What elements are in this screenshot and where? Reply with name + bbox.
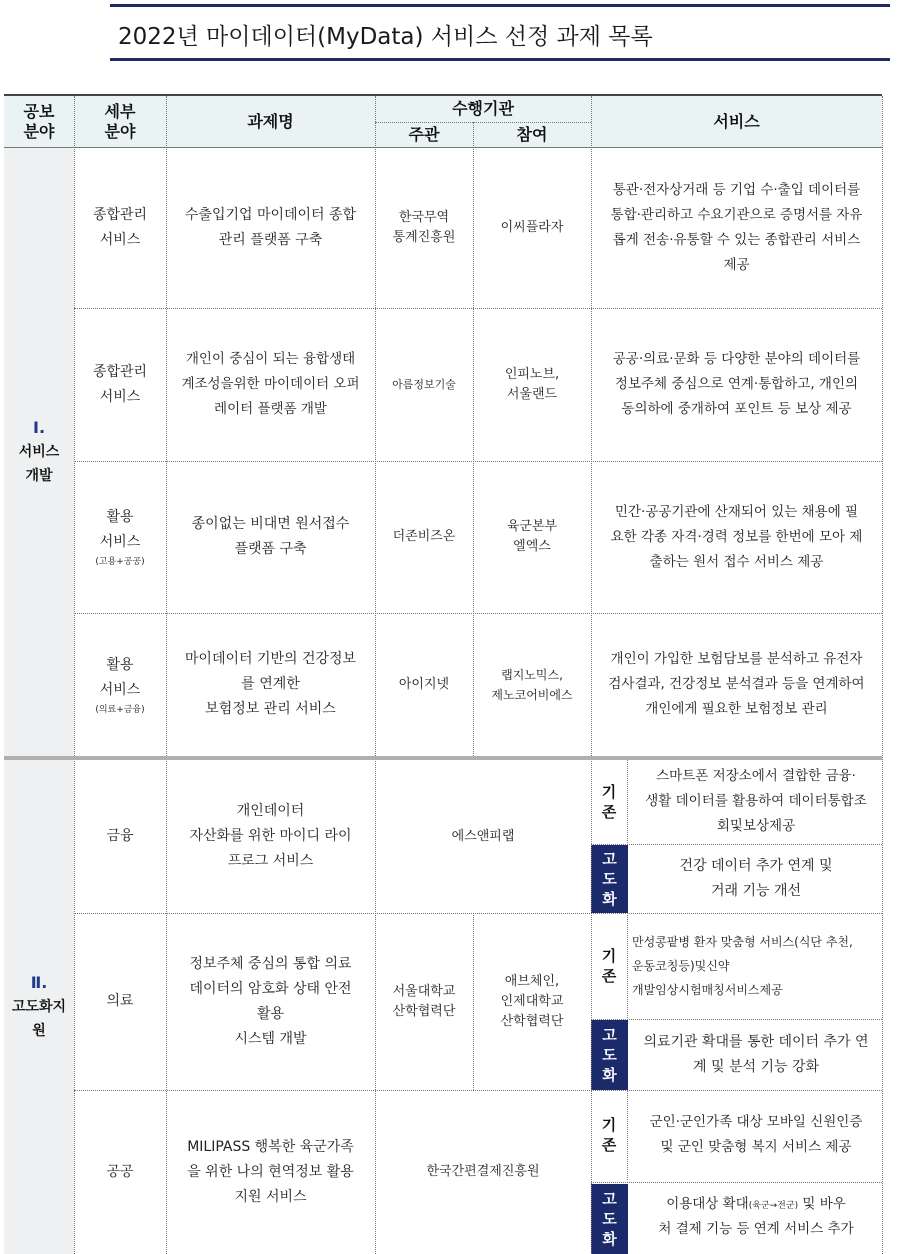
- grid-line: [375, 96, 376, 1254]
- page-title: 2022년 마이데이터(MyData) 서비스 선정 과제 목록: [118, 24, 653, 50]
- grid-line: [882, 96, 883, 1254]
- s2r2-project: 정보주체 중심의 통합 의료 데이터의 암호화 상태 안전 활용 시스템 개발: [189, 955, 352, 1047]
- s2r1-advanced: 건강 데이터 추가 연계 및 거래 기능 개선: [679, 858, 833, 899]
- s1r1-service: 통관·전자상거래 등 기업 수·출입 데이터를 통합·관리하고 수요기관으로 증명서를 자유 롭게 전송·유통할 수 있는 종합관리 서비스 제공: [610, 182, 863, 273]
- s1r3-subfield-label: 활용 서비스: [99, 509, 141, 550]
- s2r2-existing: 만성콩팥병 환자 맞춤형 서비스(식단 추천, 운동코칭등)및신약 개발임상시험매칭서비스제공: [632, 934, 853, 997]
- s1r3-partner: 육군본부 엘엑스: [506, 519, 558, 554]
- section1-name: 서비스 개발: [18, 444, 60, 484]
- header-subfield: 세부 분야: [74, 96, 166, 148]
- grid-line: [473, 122, 474, 756]
- s1r3-subfield: [74, 461, 166, 613]
- s1r4-lead: 아이지넷: [398, 676, 450, 692]
- s2r3-existing: 군인·군인가족 대상 모바일 신원인증 및 군인 맞춤형 복지 서비스 제공: [649, 1114, 863, 1155]
- grid-line: [166, 96, 167, 1254]
- s2r1-subfield: 금융: [106, 828, 134, 844]
- s1r2-project: 개인이 중심이 되는 융합생태 계조성을위한 마이데이터 오퍼 레이터 플랫폼 개발: [181, 351, 360, 417]
- s1r1-lead: 한국무역 통계진흥원: [392, 210, 456, 245]
- s1r4-subfield: [74, 613, 166, 756]
- s2r1-existing-tag: 기 존: [591, 760, 628, 843]
- s1r2-service: 공공·의료·문화 등 다양한 분야의 데이터를 정보주체 중심으로 연계·통합하고, 개인의 동의하에 중개하여 포인트 등 보상 제공: [612, 351, 861, 417]
- s2r3-advanced-main: 이용대상 확대: [666, 1196, 749, 1212]
- s2r2-advanced: 의료기관 확대를 통한 데이터 추가 연 계 및 분석 기능 강화: [643, 1034, 869, 1075]
- section2-name: 고도화지 원: [11, 999, 67, 1039]
- s2r3-advanced-tag: 고 도 화: [591, 1184, 628, 1254]
- grid-line: [74, 461, 882, 462]
- s2r3-org: 한국간편결제진흥원: [426, 1164, 540, 1179]
- s2r2-subfield: 의료: [106, 993, 134, 1009]
- s1r2-partner: 인피노브, 서울랜드: [504, 366, 560, 402]
- s2r3-advanced-tail: 및 바우 처 결제 기능 등 연계 서비스 추가: [658, 1196, 854, 1237]
- grid-line: [591, 844, 882, 845]
- title-bottom-rule: [110, 58, 890, 61]
- s1r4-partner: 랩지노믹스, 제노코어비에스: [491, 667, 573, 702]
- header-service: 서비스: [591, 96, 882, 148]
- header-bottom-rule: [4, 147, 882, 148]
- s1r2-subfield: 종합관리 서비스: [92, 363, 148, 405]
- header-lead: 주관: [375, 122, 473, 148]
- header-field: 공보 분야: [4, 96, 74, 148]
- s1r2-lead: 아름정보기술: [392, 377, 456, 391]
- grid-line: [74, 613, 882, 614]
- s2r3-project: MILIPASS 행복한 육군가족 을 위한 나의 현역정보 활용 지원 서비스: [187, 1138, 354, 1205]
- s1r1-subfield: 종합관리 서비스: [92, 207, 148, 248]
- section2-roman: Ⅱ.: [30, 973, 48, 992]
- grid-line: [591, 96, 592, 1254]
- s1r1-partner: 이씨플라자: [500, 220, 564, 235]
- grid-line: [74, 1090, 882, 1091]
- header-partner: 참여: [473, 122, 591, 148]
- s1r3-service: 민간·공공기관에 산재되어 있는 채용에 필 요한 각종 자격·경력 정보를 한번에 모아 제 출하는 원서 접수 서비스 제공: [610, 503, 863, 570]
- grid-line: [74, 308, 882, 309]
- s1r3-lead: 더존비즈온: [392, 529, 456, 544]
- s2r1-existing: 스마트폰 저장소에서 결합한 금융· 생활 데이터를 활용하여 데이터통합조 회및보상제공: [645, 768, 867, 834]
- grid-line: [591, 1019, 882, 1020]
- section2-label: [4, 760, 74, 1254]
- section-divider: [4, 756, 882, 760]
- s1r4-subfield-note: (의료+금융): [95, 704, 145, 715]
- header-org: 수행기관: [375, 96, 591, 122]
- s2r2-lead: 서울대학교 산학협력단: [392, 983, 456, 1019]
- grid-line: [591, 1182, 882, 1183]
- grid-line: [473, 913, 474, 1090]
- grid-line: [375, 122, 591, 123]
- s2r1-org: 에스앤피랩: [451, 828, 515, 844]
- section1-roman: Ⅰ.: [32, 418, 46, 437]
- s2r2-advanced-tag: 고 도 화: [591, 1020, 628, 1090]
- s1r3-subfield-note: (고용+공공): [95, 557, 145, 567]
- title-top-rule: [110, 4, 890, 7]
- grid-line: [74, 96, 75, 1254]
- s2r1-project: 개인데이터 자산화를 위한 마이디 라이 프로그 서비스: [189, 803, 352, 869]
- section1-label: [4, 148, 74, 756]
- s1r3-project: 종이없는 비대면 원서접수 플랫폼 구축: [191, 516, 350, 557]
- title-block: [110, 4, 890, 60]
- s2r1-advanced-tag: 고 도 화: [591, 845, 628, 913]
- s1r4-subfield-label: 활용 서비스: [99, 656, 141, 698]
- s2r3-advanced: [628, 1184, 884, 1254]
- grid-line: [74, 913, 882, 914]
- s2r2-existing-tag: 기 존: [591, 913, 628, 1018]
- s2r3-existing-tag: 기 존: [591, 1090, 628, 1180]
- s2r3-advanced-note: (육군→전군): [748, 1201, 799, 1211]
- s1r4-service: 개인이 가입한 보험담보를 분석하고 유전자 검사결과, 건강정보 분석결과 등을 연계하여 개인에게 필요한 보험정보 관리: [608, 651, 865, 717]
- header-project: 과제명: [166, 96, 375, 148]
- s2r2-partner: 애브체인, 인제대학교 산학협력단: [500, 973, 564, 1029]
- s1r4-project: 마이데이터 기반의 건강정보 를 연계한 보험정보 관리 서비스: [184, 651, 357, 717]
- s1r1-project: 수출입기업 마이데이터 종합 관리 플랫폼 구축: [184, 207, 357, 248]
- s2r3-subfield: 공공: [106, 1163, 134, 1180]
